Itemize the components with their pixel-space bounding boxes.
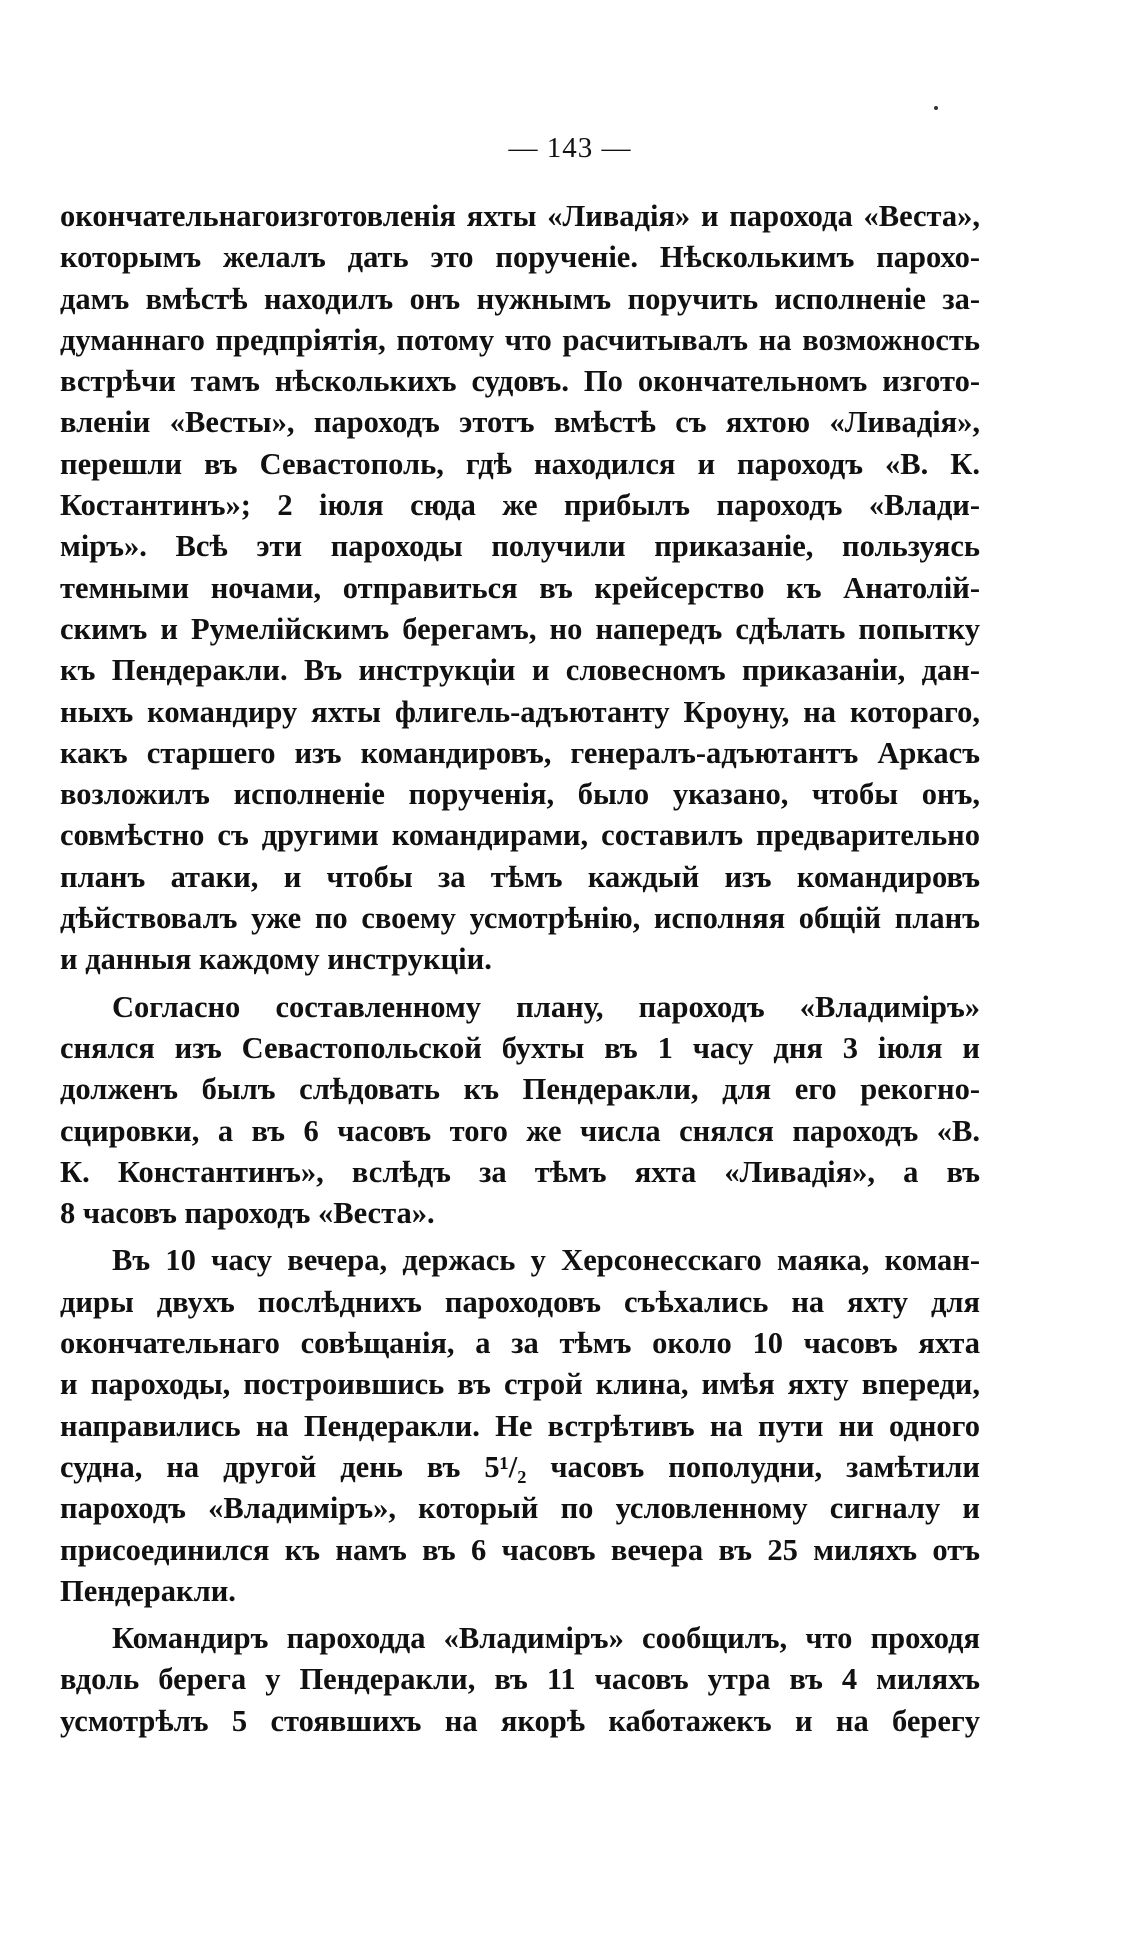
paragraph bbox=[60, 1240, 980, 1612]
text-line: какъ старшего изъ командировъ, генералъ-адъютантъ Аркасъ bbox=[60, 735, 980, 770]
text-line: усмотрѣлъ 5 стоявшихъ на якорѣ каботажекъ и на берегу bbox=[60, 1703, 980, 1738]
text-line: возложилъ исполненіе порученія, было указано, чтобы онъ, bbox=[60, 777, 980, 812]
page-number: — 143 — bbox=[508, 132, 632, 164]
text-line: Въ 10 часу вечера, держась у Херсонесскаго маяка, коман- bbox=[112, 1243, 980, 1278]
text-line: и данныя каждому инструкціи. bbox=[60, 942, 492, 977]
text-line: встрѣчи тамъ нѣсколькихъ судовъ. По окончательномъ изгото- bbox=[60, 364, 980, 399]
text-line: думаннаго предпріятія, потому что расчитывалъ на возможность bbox=[60, 322, 980, 357]
text-line: темными ночами, отправиться въ крейсерство къ Анатолій- bbox=[60, 570, 980, 605]
paragraph bbox=[60, 987, 980, 1235]
text-line: ныхъ командиру яхты флигель-адъютанту Кроуну, на котораго, bbox=[60, 694, 980, 729]
text-line: диры двухъ послѣднихъ пароходовъ съѣхались на яхту для bbox=[60, 1284, 980, 1319]
text-line: вленіи «Весты», пароходъ этотъ вмѣстѣ съ яхтою «Ливадія», bbox=[60, 405, 980, 440]
text-line: судна, на другой день въ 5¹/₂ часовъ пополудни, замѣтили bbox=[60, 1449, 980, 1484]
text-line: Костантинъ»; 2 іюля сюда же прибылъ пароходъ «Влади- bbox=[60, 488, 980, 523]
text-line: К. Константинъ», вслѣдъ за тѣмъ яхта «Ливадія», а въ bbox=[60, 1154, 980, 1189]
text-line: 8 часовъ пароходъ «Веста». bbox=[60, 1196, 435, 1231]
text-line: дамъ вмѣстѣ находилъ онъ нужнымъ поручить исполненіе за- bbox=[60, 281, 980, 316]
text-line: дѣйствовалъ уже по своему усмотрѣнію, исполняя общій планъ bbox=[60, 901, 980, 936]
text-line: присоединился къ намъ въ 6 часовъ вечера въ 25 миляхъ отъ bbox=[60, 1532, 980, 1567]
text-line: и пароходы, построившись въ строй клина, имѣя яхту впереди, bbox=[60, 1367, 980, 1402]
body-text bbox=[60, 196, 980, 1742]
paragraph bbox=[60, 1618, 980, 1742]
text-line: скимъ и Румелійскимъ берегамъ, но напередъ сдѣлать попытку bbox=[60, 611, 980, 646]
text-line: пароходъ «Владиміръ», который по условленному сигналу и bbox=[60, 1491, 980, 1526]
text-line: совмѣстно съ другими командирами, составилъ предварительно bbox=[60, 818, 980, 853]
print-speck bbox=[934, 106, 938, 110]
text-line: міръ». Всѣ эти пароходы получили приказаніе, пользуясь bbox=[60, 529, 980, 564]
text-line: планъ атаки, и чтобы за тѣмъ каждый изъ командировъ bbox=[60, 859, 980, 894]
text-line: Командиръ пароходда «Владиміръ» сообщилъ, что проходя bbox=[112, 1621, 980, 1656]
text-line: направились на Пендеракли. Не встрѣтивъ на пути ни одного bbox=[60, 1408, 980, 1443]
text-line: перешли въ Севастополь, гдѣ находился и пароходъ «В. К. bbox=[60, 446, 980, 481]
text-line: къ Пендеракли. Въ инструкціи и словесномъ приказаніи, дан- bbox=[60, 653, 980, 688]
paragraph bbox=[60, 196, 980, 981]
text-line: снялся изъ Севастопольской бухты въ 1 часу дня 3 іюля и bbox=[60, 1030, 980, 1065]
text-line: Пендеракли. bbox=[60, 1573, 236, 1608]
text-line: которымъ желалъ дать это порученіе. Нѣсколькимъ парохо- bbox=[60, 240, 980, 275]
text-line: Согласно составленному плану, пароходъ «Владиміръ» bbox=[112, 989, 980, 1024]
text-line: окончательнагоизготовленія яхты «Ливадія» и парохода «Веста», bbox=[60, 199, 980, 233]
text-line: сцировки, а въ 6 часовъ того же числа снялся пароходъ «В. bbox=[60, 1113, 980, 1148]
text-line: окончательнаго совѣщанія, а за тѣмъ около 10 часовъ яхта bbox=[60, 1326, 980, 1361]
text-line: вдоль берега у Пендеракли, въ 11 часовъ утра въ 4 миляхъ bbox=[60, 1662, 980, 1697]
text-line: долженъ былъ слѣдовать къ Пендеракли, для его рекогно- bbox=[60, 1072, 980, 1107]
